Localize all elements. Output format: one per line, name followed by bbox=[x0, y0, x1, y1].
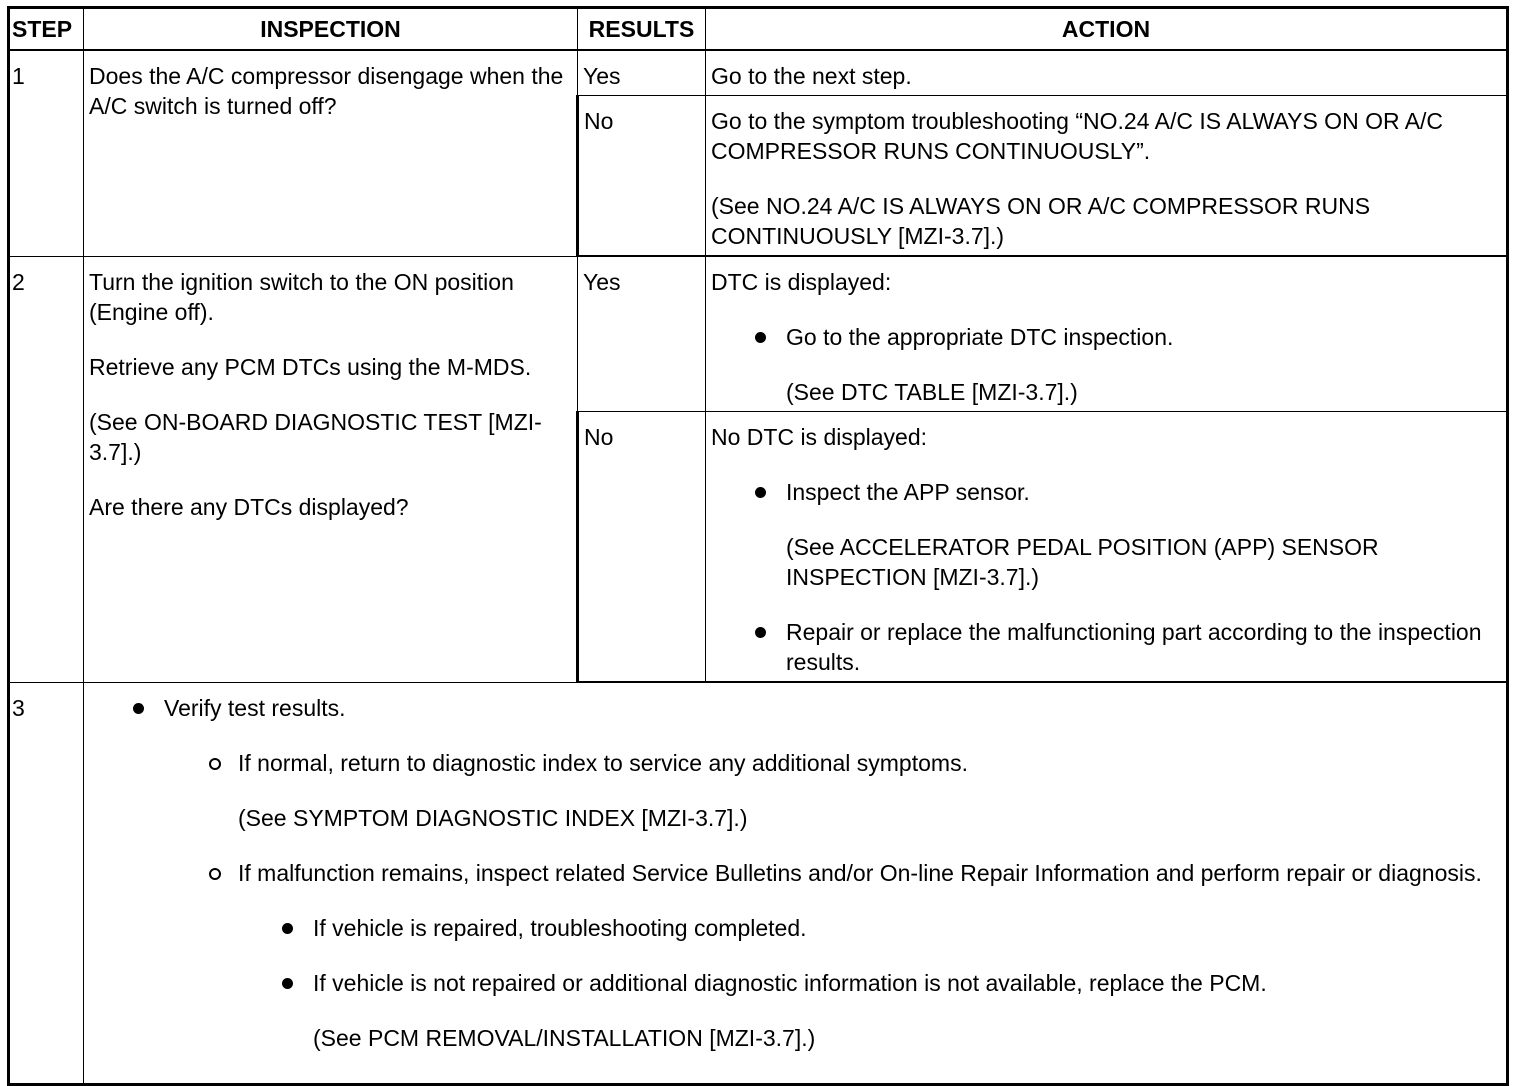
step2-action-yes bbox=[706, 256, 1508, 412]
step3-sub-2-list bbox=[238, 913, 1501, 1053]
step3-row bbox=[9, 682, 1508, 1084]
troubleshooting-document bbox=[7, 6, 1506, 1086]
step3-content bbox=[84, 682, 1508, 1084]
step3-sub-1-ref: (See SYMPTOM DIAGNOSTIC INDEX [MZI-3.7].) bbox=[238, 805, 748, 831]
step1-no-action-text: Go to the symptom troubleshooting “NO.24 A/C IS ALWAYS ON OR A/C COMPRESSOR RUNS CONTINUOUSLY”. bbox=[711, 108, 1444, 164]
step2-no-bullet-1: Inspect the APP sensor. bbox=[786, 479, 1030, 505]
step2-yes-bullet: Go to the appropriate DTC inspection. bbox=[786, 324, 1174, 350]
step3-sub-2: If malfunction remains, inspect related Service Bulletins and/or On-line Repair Information and perform repair or diagnosis. bbox=[238, 860, 1482, 886]
step1-number: 1 bbox=[9, 50, 84, 256]
step2-action-no bbox=[706, 412, 1508, 683]
step3-sub-2-a: If vehicle is repaired, troubleshooting completed. bbox=[313, 915, 807, 941]
list-item bbox=[238, 858, 1501, 1053]
list-item bbox=[238, 748, 1501, 833]
step1-action-no bbox=[706, 96, 1508, 257]
step2-inspection-line-4: Are there any DTCs displayed? bbox=[89, 493, 409, 520]
step2-no-ref-1: (See ACCELERATOR PEDAL POSITION (APP) SENSOR INSPECTION [MZI-3.7].) bbox=[786, 534, 1379, 590]
step2-yes-list bbox=[711, 322, 1501, 407]
step2-yes-intro: DTC is displayed: bbox=[711, 269, 892, 295]
header-action: ACTION bbox=[706, 8, 1508, 51]
list-item bbox=[786, 322, 1501, 407]
step1-inspection-text: Does the A/C compressor disengage when the A/C switch is turned off? bbox=[89, 63, 564, 119]
step1-row-yes bbox=[9, 50, 1508, 96]
step2-yes-ref: (See DTC TABLE [MZI-3.7].) bbox=[786, 379, 1078, 405]
step1-action-yes: Go to the next step. bbox=[706, 50, 1508, 96]
step3-list bbox=[89, 693, 1501, 1053]
step1-result-yes: Yes bbox=[578, 50, 706, 96]
step3-number: 3 bbox=[9, 682, 84, 1084]
step1-inspection bbox=[84, 50, 578, 256]
step1-result-no: No bbox=[578, 96, 706, 257]
step2-inspection-line-1: Turn the ignition switch to the ON position (Engine off). bbox=[89, 268, 514, 325]
header-results: RESULTS bbox=[578, 8, 706, 51]
step2-no-intro: No DTC is displayed: bbox=[711, 424, 928, 450]
list-item bbox=[786, 617, 1501, 677]
step2-number: 2 bbox=[9, 256, 84, 682]
step2-inspection-line-3: (See ON-BOARD DIAGNOSTIC TEST [MZI-3.7].) bbox=[89, 408, 542, 465]
step1-no-action-ref: (See NO.24 A/C IS ALWAYS ON OR A/C COMPRESSOR RUNS CONTINUOUSLY [MZI-3.7].) bbox=[711, 193, 1371, 249]
step2-inspection-line-2: Retrieve any PCM DTCs using the M-MDS. bbox=[89, 353, 532, 380]
step2-no-list bbox=[711, 477, 1501, 677]
header-step: STEP bbox=[9, 8, 84, 51]
step2-no-bullet-2: Repair or replace the malfunctioning part according to the inspection results. bbox=[786, 619, 1482, 675]
list-item bbox=[786, 477, 1501, 592]
step2-inspection bbox=[84, 256, 578, 682]
header-inspection: INSPECTION bbox=[84, 8, 578, 51]
header-row bbox=[9, 8, 1508, 51]
list-item bbox=[313, 968, 1501, 1053]
step3-sub-2-b-ref: (See PCM REMOVAL/INSTALLATION [MZI-3.7].) bbox=[313, 1025, 816, 1051]
step3-sub-2-b: If vehicle is not repaired or additional diagnostic information is not available, replace the PCM. bbox=[313, 970, 1267, 996]
step3-sublist bbox=[164, 748, 1501, 1053]
step2-result-no: No bbox=[578, 412, 706, 683]
diagnostic-table bbox=[7, 6, 1509, 1086]
list-item bbox=[313, 913, 1501, 943]
step3-sub-1: If normal, return to diagnostic index to service any additional symptoms. bbox=[238, 750, 968, 776]
step2-row-yes bbox=[9, 256, 1508, 412]
step3-bullet: Verify test results. bbox=[164, 695, 346, 721]
step2-result-yes: Yes bbox=[578, 256, 706, 412]
list-item bbox=[164, 693, 1501, 1053]
